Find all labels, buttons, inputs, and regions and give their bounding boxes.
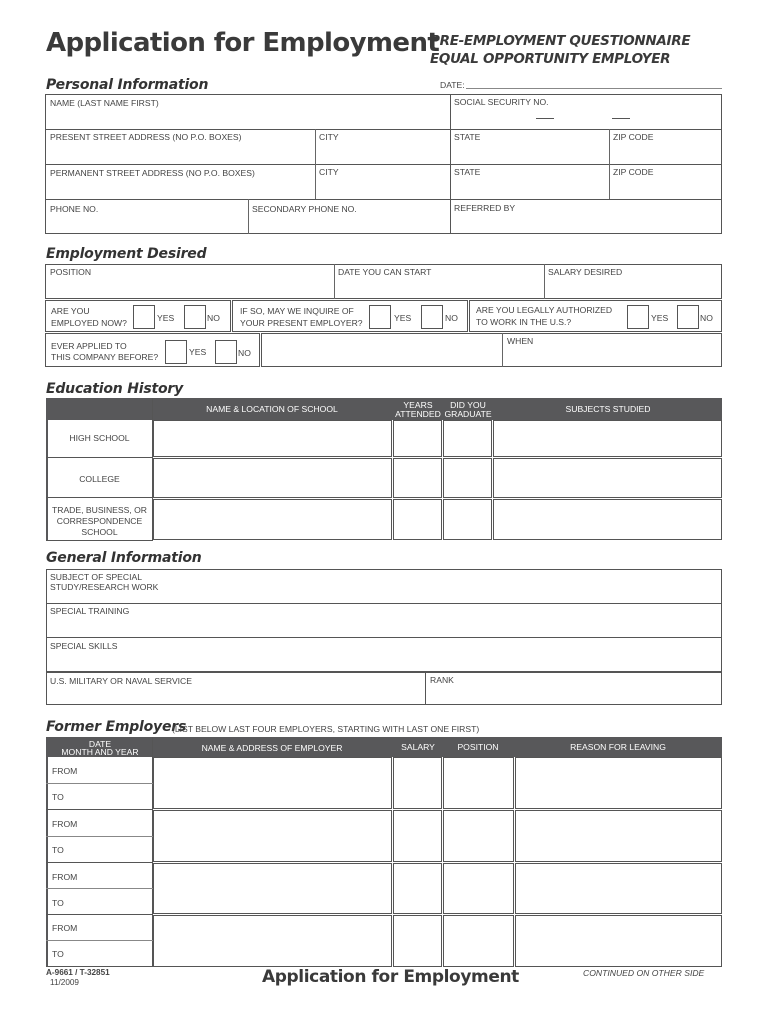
military-service-label: U.S. MILITARY OR NAVAL SERVICE [50, 676, 192, 686]
employer2-salary[interactable] [393, 810, 442, 862]
applied-no-checkbox[interactable] [215, 340, 237, 364]
employed-now-label-2: EMPLOYED NOW? [51, 318, 127, 328]
edu-college-school[interactable] [153, 458, 392, 498]
date-field[interactable] [466, 88, 722, 89]
former-col-reason: REASON FOR LEAVING [570, 742, 666, 752]
former-col-name: NAME & ADDRESS OF EMPLOYER [201, 743, 343, 753]
employer1-reason[interactable] [515, 757, 722, 809]
employer2-reason[interactable] [515, 810, 722, 862]
form-code: A-9661 / T-32851 [46, 968, 110, 977]
section-former-heading: Former Employers [46, 719, 187, 735]
salary-desired-field[interactable]: SALARY DESIRED [548, 267, 623, 277]
employer2-name[interactable] [153, 810, 392, 862]
employer3-reason[interactable] [515, 863, 722, 914]
subtitle-questionnaire: PRE-EMPLOYMENT QUESTIONNAIRE [430, 33, 691, 49]
former-note: (LIST BELOW LAST FOUR EMPLOYERS, STARTING WITH LAST ONE FIRST) [172, 724, 480, 734]
edu-col-grad: DID YOU [450, 400, 486, 410]
edu-row-trade: TRADE, BUSINESS, OR [51, 505, 148, 515]
applied-details-field[interactable] [261, 333, 722, 367]
secondary-phone-field[interactable]: SECONDARY PHONE NO. [252, 204, 357, 214]
section-employment-heading: Employment Desired [46, 246, 207, 262]
employer2-from-label: FROM [52, 819, 78, 829]
authorized-yes-label: YES [651, 313, 669, 323]
rank-label: RANK [430, 675, 454, 685]
edu-row-college: COLLEGE [79, 474, 120, 484]
former-col-position: POSITION [457, 742, 499, 752]
present-state-field[interactable]: STATE [454, 132, 481, 142]
edu-trade-years[interactable] [393, 499, 442, 540]
applied-label: EVER APPLIED TO [51, 341, 127, 351]
inquire-no-label: NO [445, 313, 458, 323]
permanent-city-field[interactable]: CITY [319, 167, 339, 177]
special-skills-field[interactable] [46, 637, 722, 672]
edu-college-years[interactable] [393, 458, 442, 498]
edu-college-grad[interactable] [443, 458, 492, 498]
applied-when-field[interactable]: WHEN [507, 336, 534, 346]
employer4-to-label: TO [52, 949, 64, 959]
inquire-yes-checkbox[interactable] [369, 305, 391, 329]
authorized-label: ARE YOU LEGALLY AUTHORIZED [476, 305, 613, 315]
employer3-from-label: FROM [52, 872, 78, 882]
authorized-label-2: TO WORK IN THE U.S.? [476, 317, 572, 327]
employer4-salary[interactable] [393, 915, 442, 967]
applied-yes-label: YES [189, 347, 207, 357]
section-education-heading: Education History [46, 381, 184, 397]
education-header-row [46, 398, 722, 420]
employer1-to-label: TO [52, 792, 64, 802]
edu-row-trade-2: CORRESPONDENCE [56, 516, 143, 526]
employer4-from-label: FROM [52, 923, 78, 933]
page-title: Application for Employment [46, 28, 440, 58]
authorized-no-label: NO [700, 313, 713, 323]
special-study-label: SUBJECT OF SPECIAL [50, 572, 143, 582]
position-field[interactable]: POSITION [50, 267, 92, 277]
applied-label-2: THIS COMPANY BEFORE? [51, 352, 159, 362]
employed-no-checkbox[interactable] [184, 305, 206, 329]
edu-highschool-grad[interactable] [443, 420, 492, 457]
employer4-position[interactable] [443, 915, 514, 967]
former-col-date: DATE [88, 739, 112, 749]
special-skills-label: SPECIAL SKILLS [50, 641, 118, 651]
employed-no-label: NO [207, 313, 220, 323]
footer-title: Application for Employment [262, 967, 519, 987]
ssn-field[interactable]: SOCIAL SECURITY NO. [454, 97, 549, 107]
applied-yes-checkbox[interactable] [165, 340, 187, 364]
employer2-to-label: TO [52, 845, 64, 855]
edu-col-years: YEARS [403, 400, 433, 410]
section-general-heading: General Information [46, 550, 202, 566]
date-label: DATE: [440, 80, 465, 90]
edu-row-highschool: HIGH SCHOOL [69, 433, 130, 443]
edu-col-school: NAME & LOCATION OF SCHOOL [206, 404, 338, 414]
rank-field[interactable] [425, 672, 722, 705]
present-address-field[interactable]: PRESENT STREET ADDRESS (NO P.O. BOXES) [50, 132, 242, 142]
inquire-label-2: YOUR PRESENT EMPLOYER? [240, 318, 363, 328]
authorized-no-checkbox[interactable] [677, 305, 699, 329]
authorized-yes-checkbox[interactable] [627, 305, 649, 329]
edu-highschool-years[interactable] [393, 420, 442, 457]
continued-note: CONTINUED ON OTHER SIDE [583, 968, 705, 978]
edu-trade-school[interactable] [153, 499, 392, 540]
permanent-address-field[interactable]: PERMANENT STREET ADDRESS (NO P.O. BOXES) [50, 168, 255, 178]
employer3-name[interactable] [153, 863, 392, 914]
inquire-yes-label: YES [394, 313, 412, 323]
start-date-field[interactable]: DATE YOU CAN START [338, 267, 432, 277]
employed-yes-label: YES [157, 313, 175, 323]
special-study-label-2: STUDY/RESEARCH WORK [50, 582, 159, 592]
special-training-label: SPECIAL TRAINING [50, 606, 130, 616]
form-date: 11/2009 [50, 978, 79, 987]
employed-yes-checkbox[interactable] [133, 305, 155, 329]
edu-col-grad-2: GRADUATE [444, 409, 492, 419]
employer4-reason[interactable] [515, 915, 722, 967]
special-training-field[interactable] [46, 603, 722, 638]
edu-row-trade-3: SCHOOL [81, 527, 118, 537]
present-zip-field[interactable]: ZIP CODE [613, 132, 654, 142]
employer1-name[interactable] [153, 757, 392, 809]
permanent-zip-field[interactable]: ZIP CODE [613, 167, 654, 177]
edu-college-subjects[interactable] [493, 458, 722, 498]
applied-no-label: NO [238, 348, 251, 358]
inquire-label: IF SO, MAY WE INQUIRE OF [240, 306, 354, 316]
edu-col-years-2: ATTENDED [395, 409, 441, 419]
permanent-state-field[interactable]: STATE [454, 167, 481, 177]
employed-now-label: ARE YOU [51, 306, 90, 316]
employer1-position[interactable] [443, 757, 514, 809]
former-col-salary: SALARY [401, 742, 435, 752]
edu-highschool-subjects[interactable] [493, 420, 722, 457]
edu-highschool-school[interactable] [153, 420, 392, 457]
section-personal-heading: Personal Information [46, 77, 209, 93]
former-header-row [46, 737, 722, 757]
name-field[interactable]: NAME (LAST NAME FIRST) [50, 98, 159, 108]
edu-trade-grad[interactable] [443, 499, 492, 540]
employer3-salary[interactable] [393, 863, 442, 914]
employer3-position[interactable] [443, 863, 514, 914]
employer2-position[interactable] [443, 810, 514, 862]
employer3-to-label: TO [52, 898, 64, 908]
edu-trade-subjects[interactable] [493, 499, 722, 540]
employer4-name[interactable] [153, 915, 392, 967]
referred-by-field[interactable]: REFERRED BY [454, 203, 516, 213]
inquire-no-checkbox[interactable] [421, 305, 443, 329]
subtitle-eoe: EQUAL OPPORTUNITY EMPLOYER [430, 51, 671, 67]
employer1-from-label: FROM [52, 766, 78, 776]
phone-field[interactable]: PHONE NO. [50, 204, 99, 214]
former-col-date-2: MONTH AND YEAR [61, 747, 139, 757]
employer1-salary[interactable] [393, 757, 442, 809]
edu-col-subjects: SUBJECTS STUDIED [565, 404, 651, 414]
present-city-field[interactable]: CITY [319, 132, 339, 142]
